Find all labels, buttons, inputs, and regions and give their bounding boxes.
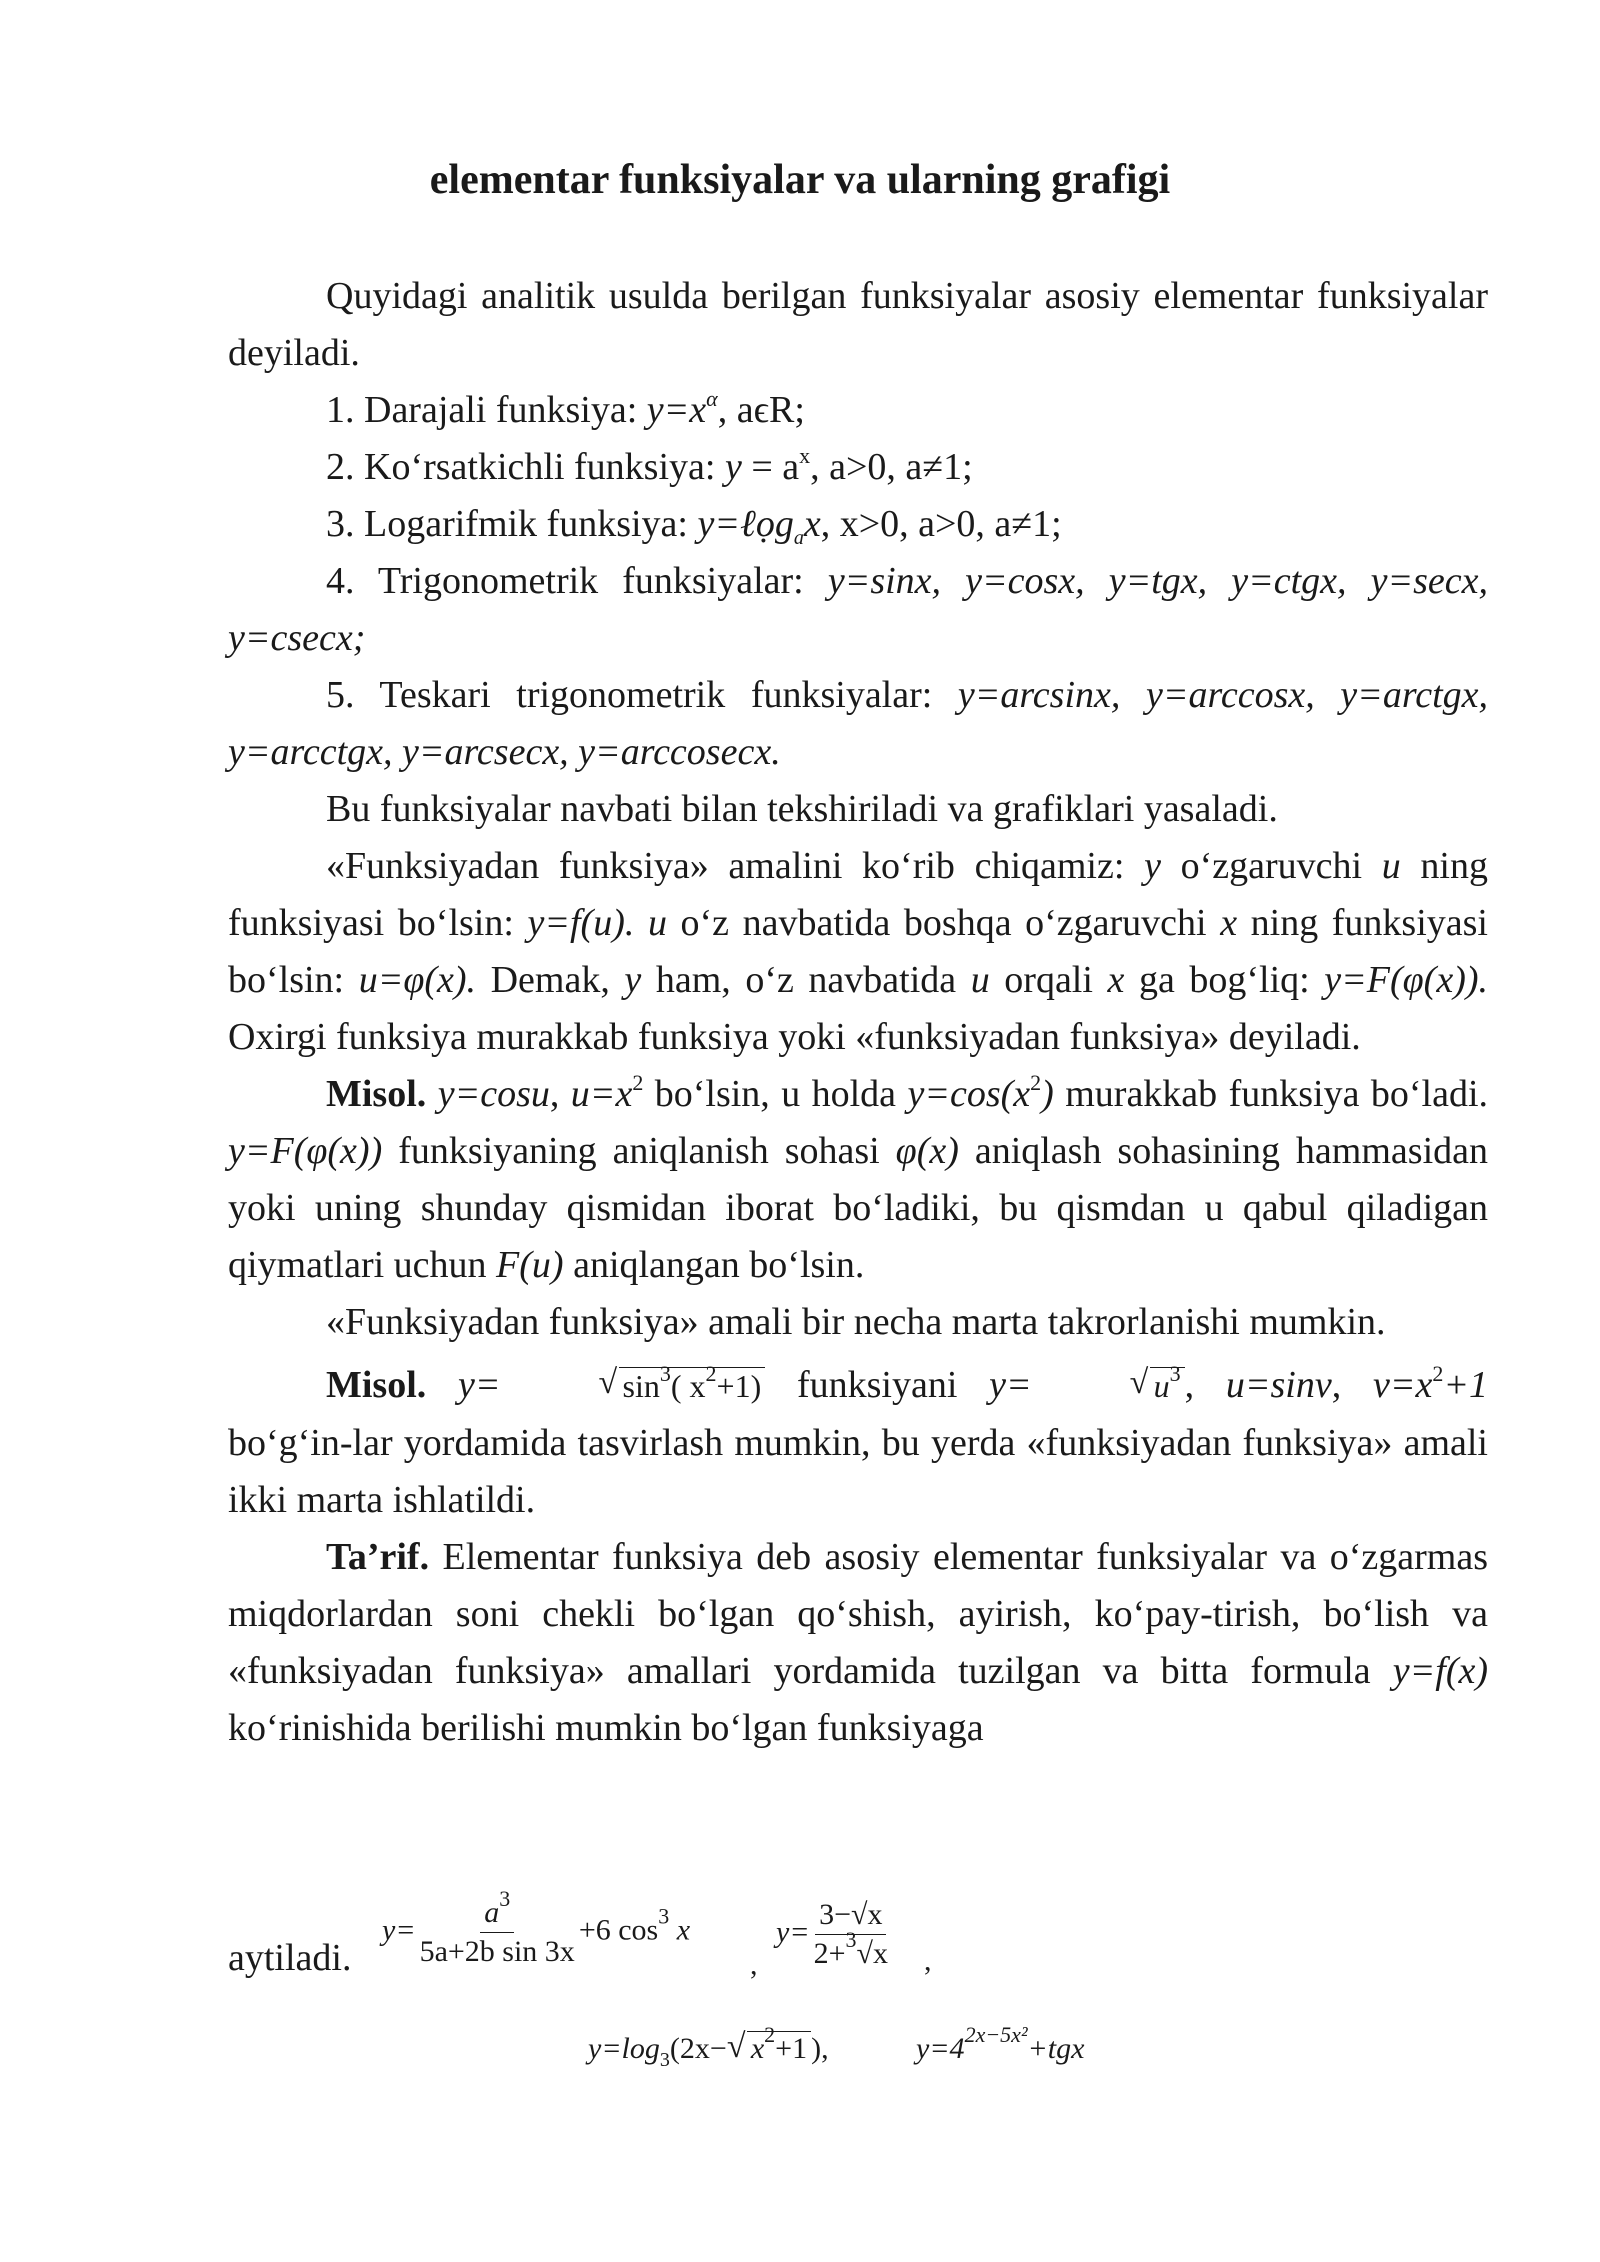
definition-label: Ta’rif. xyxy=(326,1536,430,1578)
exponent: 2x−5x² xyxy=(964,2022,1028,2047)
text: sin xyxy=(622,1368,660,1404)
text: ko‘rinishida berilishi mumkin bo‘lgan funksiyaga xyxy=(228,1707,984,1749)
list-item-2-suffix: , a>0, a≠1; xyxy=(810,446,973,488)
paragraph-plotting: Bu funksiyalar navbati bilan tekshiriladi va grafiklari yasaladi. xyxy=(326,788,1278,830)
text: √x xyxy=(856,1937,888,1970)
text: orqali xyxy=(989,959,1108,1001)
radicand xyxy=(619,1361,766,1404)
text xyxy=(634,902,648,944)
var-a: a xyxy=(484,1896,500,1929)
formula-power: y=x xyxy=(646,389,707,431)
var-x: x xyxy=(750,2032,765,2065)
document-body xyxy=(228,268,1488,1757)
exponent: 2 xyxy=(632,1070,644,1095)
var-x: x xyxy=(1107,959,1125,1001)
formula-log-arg: x xyxy=(803,503,821,545)
text: +1) xyxy=(716,1368,762,1404)
text: o‘zgaruvchi xyxy=(1160,845,1382,887)
list-item-2-label: 2. Ko‘rsatkichli funksiya: xyxy=(326,446,725,488)
list-item-4 xyxy=(228,553,1488,667)
text: funksiyani xyxy=(765,1364,990,1406)
log-base: 3 xyxy=(659,2049,670,2071)
paragraph-composite xyxy=(228,838,1488,1066)
example-label: Misol. xyxy=(326,1364,427,1406)
sqrt-u-cubed xyxy=(1032,1358,1185,1415)
numerator xyxy=(480,1886,514,1933)
formula: y= xyxy=(426,1364,501,1406)
page-title: elementar funksiyalar va ularning grafigi xyxy=(429,157,1171,203)
radicand xyxy=(1150,1361,1185,1404)
list-item-3-suffix: , x>0, a>0, a≠1; xyxy=(820,503,1062,545)
formula-comma: , xyxy=(924,1944,932,1977)
formula: φ(x) xyxy=(895,1130,959,1172)
formula-example-2 xyxy=(776,1898,892,1971)
example-label: Misol. xyxy=(326,1073,427,1115)
text: +1 xyxy=(775,2032,808,2065)
text: ( x xyxy=(670,1368,706,1404)
formula: y= xyxy=(989,1364,1032,1406)
text: ning funksiyasi bo‘lsin: xyxy=(228,845,1488,944)
text: +tgx xyxy=(1027,2032,1085,2065)
text: o‘z navbatida boshqa o‘zgaruvchi xyxy=(666,902,1221,944)
var-x: x xyxy=(669,1913,691,1947)
formula-example-3 xyxy=(588,2022,829,2071)
text: murakkab funksiya bo‘ladi. xyxy=(1053,1073,1489,1115)
example-1 xyxy=(228,1066,1488,1294)
text: ) xyxy=(811,2032,822,2065)
text: (2x− xyxy=(669,2032,727,2065)
text: aniqlash sohasining hammasidan yoki uning shunday qismidan iborat bo‘ladiki, bu qismdan u qabul qiladigan qiymatlari uchun xyxy=(228,1130,1488,1286)
formula-y-f-u: y=f(u). xyxy=(527,902,635,944)
numerator: 3−√x xyxy=(815,1898,886,1935)
var-u: u xyxy=(1153,1368,1170,1404)
example-2 xyxy=(228,1357,1488,1529)
formula-lhs: y=4 xyxy=(916,2032,965,2065)
definition-ending: aytiladi. xyxy=(228,1937,352,1979)
formula-lhs: y=log xyxy=(588,2032,660,2065)
sqrt-expression xyxy=(501,1358,766,1415)
var-u: u xyxy=(970,959,990,1001)
formula: F(u) xyxy=(496,1244,564,1286)
formula-exp-y: y xyxy=(724,446,742,488)
var-y: y xyxy=(1144,845,1161,887)
list-item-3 xyxy=(228,496,1488,553)
text: +6 cos xyxy=(578,1913,659,1947)
list-item-1 xyxy=(228,382,1488,439)
text: aniqlangan bo‘lsin. xyxy=(563,1244,865,1286)
list-item-5 xyxy=(228,667,1488,781)
var-u: u xyxy=(1381,845,1401,887)
formula-comma: , xyxy=(750,1948,758,1981)
list-item-2 xyxy=(228,439,1488,496)
formula-u-phi-x: u=φ(x). xyxy=(358,959,477,1001)
list-item-1-suffix: , aϵR; xyxy=(717,389,805,431)
exponent: 3 xyxy=(1169,1361,1181,1386)
list-item-3-label: 3. Logarifmik funksiya: xyxy=(326,503,698,545)
denominator xyxy=(810,1927,892,1971)
formula-lhs: y= xyxy=(382,1913,416,1947)
formula-log-base: a xyxy=(793,527,804,549)
text: , xyxy=(549,1073,571,1115)
text: Elementar funksiya deb asosiy elementar funksiyalar va o‘zgarmas miqdorlardan soni chekli bo‘lgan qo‘shish, ayirish, ko‘pay-tirish, bo‘lish va «funksiyadan funksiya» amallari yordamida tuzilgan va bitta formula xyxy=(228,1536,1488,1692)
formula-power-exponent: α xyxy=(706,386,718,411)
text: bo‘g‘in-lar yordamida tasvirlash mumkin, bu yerda «funksiyadan funksiya» amali ikki marta ishlatildi. xyxy=(228,1422,1488,1521)
formula-comma: , xyxy=(821,2032,829,2065)
paragraph-repeat: «Funksiyadan funksiya» amali bir necha marta takrorlanishi mumkin. xyxy=(326,1301,1386,1343)
formula-log: y=ℓọg xyxy=(697,503,794,545)
formula: +1 xyxy=(1443,1364,1488,1406)
intro-paragraph: Quyidagi analitik usulda berilgan funksiyalar asosiy elementar funksiyalar deyiladi. xyxy=(228,275,1488,374)
text: Demak, xyxy=(476,959,625,1001)
formula: v=x xyxy=(1372,1364,1433,1406)
exponent: 2 xyxy=(705,1361,717,1386)
formula-exp-exponent: x xyxy=(799,443,811,468)
formula-lhs: y= xyxy=(776,1915,810,1949)
exponent: 2 xyxy=(1030,1070,1042,1095)
formula: u=sinv xyxy=(1225,1364,1332,1406)
formula: u=x xyxy=(570,1073,633,1115)
radical-icon: √ xyxy=(598,1364,618,1401)
text: 2+ xyxy=(813,1937,846,1970)
exponent: 2 xyxy=(1432,1361,1444,1386)
exponent: 2 xyxy=(764,2022,776,2047)
formula-trig: y=sinx, y=cosx, y=tgx, y=ctgx, y=secx, y=csecx; xyxy=(228,560,1488,659)
formula-example-4 xyxy=(916,2022,1085,2066)
formula-composite: y=F(φ(x)). xyxy=(1324,959,1489,1001)
denominator: 5a+2b sin 3x xyxy=(419,1935,575,1968)
formula: y=f(x) xyxy=(1392,1650,1488,1692)
radical-icon: √ xyxy=(1129,1364,1149,1401)
text: bo‘lsin, u holda xyxy=(643,1073,908,1115)
fraction xyxy=(416,1886,579,1969)
formula-exp-base: = a xyxy=(741,446,800,488)
list-item-5-label: 5. Teskari trigonometrik funksiyalar: xyxy=(326,674,958,716)
fraction xyxy=(810,1898,892,1971)
formula: y=F(φ(x)) xyxy=(228,1130,383,1172)
text: funksiyaning aniqlanish sohasi xyxy=(382,1130,896,1172)
text: ning funksiyasi bo‘lsin: xyxy=(228,902,1488,1001)
var-x: x xyxy=(1220,902,1238,944)
formula: y=cosu xyxy=(426,1073,550,1115)
list-item-1-label: 1. Darajali funksiya: xyxy=(326,389,647,431)
list-item-4-label: 4. Trigonometrik funksiyalar: xyxy=(326,560,828,602)
radical-icon: √ xyxy=(726,2028,746,2065)
formula: ) xyxy=(1041,1073,1054,1115)
text: Oxirgi funksiya murakkab funksiya yoki «funksiyadan funksiya» deyiladi. xyxy=(228,1016,1361,1058)
text: ham, o‘z navbatida xyxy=(641,959,971,1001)
text: , xyxy=(1184,1364,1226,1406)
text: , xyxy=(1331,1364,1373,1406)
var-u: u xyxy=(647,902,667,944)
sqrt-expression xyxy=(726,2022,811,2066)
root-index: 3 xyxy=(845,1927,857,1952)
text: «Funksiyadan funksiya» amalini ko‘rib chiqamiz: xyxy=(326,845,1145,887)
formula-example-1 xyxy=(382,1886,691,1969)
definition xyxy=(228,1529,1488,1757)
formula: y=cos(x xyxy=(907,1073,1031,1115)
exponent: 3 xyxy=(658,1903,670,1929)
text: ga bog‘liq: xyxy=(1124,959,1325,1001)
formula-inverse-trig: y=arcsinx, y=arccosx, y=arctgx, y=arcctgx, y=arcsecx, y=arccosecx. xyxy=(228,674,1488,773)
radicand xyxy=(747,2022,811,2065)
exponent: 3 xyxy=(499,1886,511,1911)
var-y: y xyxy=(624,959,642,1001)
exponent: 3 xyxy=(659,1361,671,1386)
